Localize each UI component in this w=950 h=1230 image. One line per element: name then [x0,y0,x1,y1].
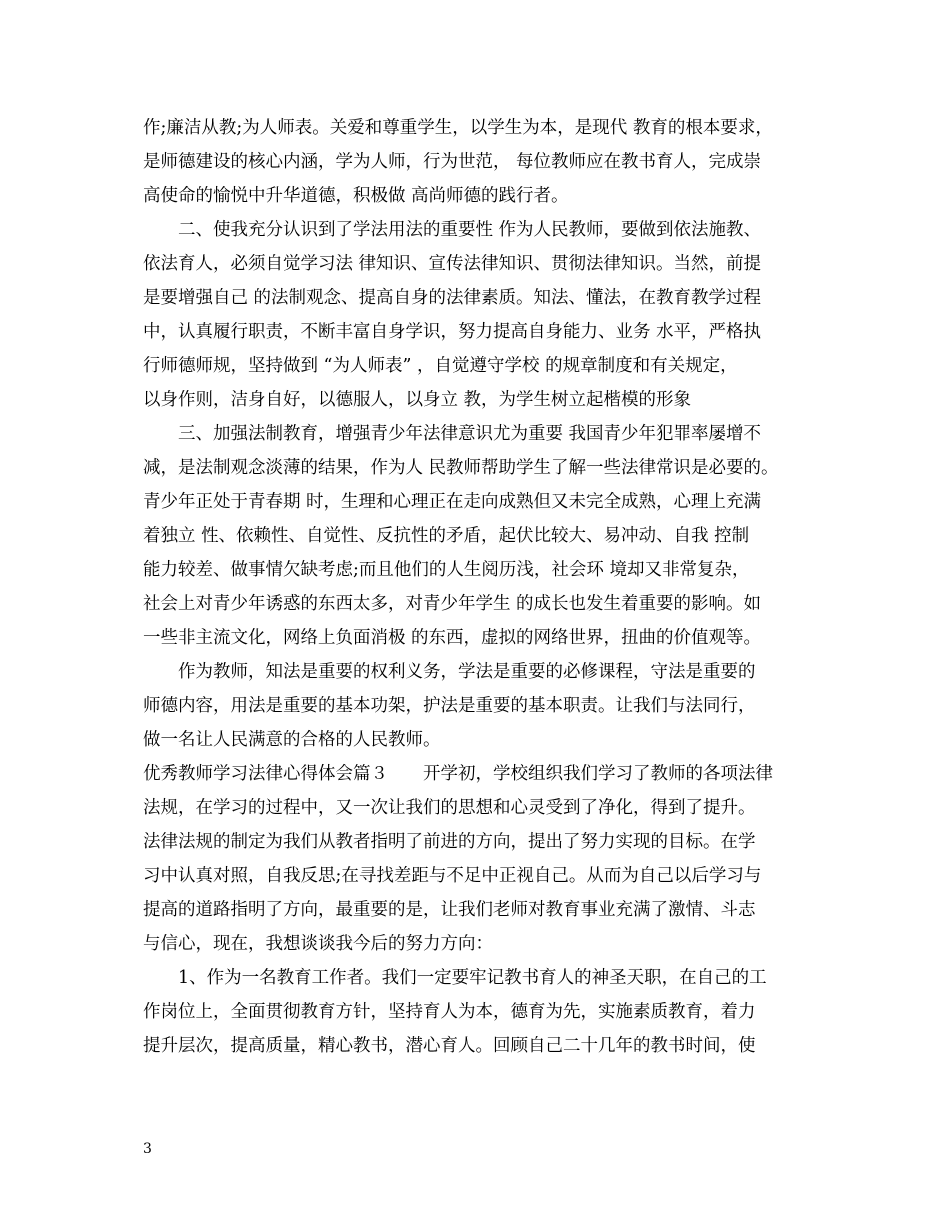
page-number: 3 [143,1141,152,1157]
text-line: 能力较差、做事情欠缺考虑;而且他们的人生阅历浅，社会环 境却又非常复杂， [143,560,750,580]
text-line: 中，认真履行职责，不断丰富自身学识，努力提高自身能力、业务 水平，严格执 [143,322,762,342]
text-line: 法律法规的制定为我们从教者指明了前进的方向，提出了努力实现的目标。在学 [143,832,756,852]
text-line: 着独立 性、依赖性、自觉性、反抗性的矛盾，起伏比较大、易冲动、自我 控制 [143,526,750,546]
text-line: 法规，在学习的过程中，又一次让我们的思想和心灵受到了净化，得到了提升。 [143,798,756,818]
text-line: 师德内容，用法是重要的基本功架，护法是重要的基本职责。让我们与法同行， [143,696,756,716]
text-line: 依法育人，必须自觉学习法 律知识、宣传法律知识、贯彻法律知识。当然，前提 [143,254,762,274]
text-line: 是要增强自己 的法制观念、提高自身的法律素质。知法、懂法，在教育教学过程 [143,288,762,308]
text-line: 减，是法制观念淡薄的结果，作为人 民教师帮助学生了解一些法律常识是必要的。 [143,458,779,478]
text-line: 与信心，现在，我想谈谈我今后的努力方向： [143,934,493,954]
section-heading-line: 优秀教师学习法律心得体会篇３ 开学初，学校组织我们学习了教师的各项法律 [143,764,773,784]
text-line: 一些非主流文化，网络上负面消极 的东西，虚拟的网络世界，扭曲的价值观等。 [143,628,762,648]
text-line: 社会上对青少年诱惑的东西太多，对青少年学生 的成长也发生着重要的影响。如 [143,594,762,614]
text-line: 青少年正处于青春期 时，生理和心理正在走向成熟但又未完全成熟，心理上充满 [143,492,762,512]
text-line: 做一名让人民满意的合格的人民教师。 [143,730,441,750]
text-line: 提高的道路指明了方向，最重要的是，让我们老师对教育事业充满了激情、斗志 [143,900,756,920]
text-line: 行师德师规，坚持做到 “为人师表” ，自觉遵守学校 的规章制度和有关规定， [143,356,738,376]
text-line: 习中认真对照，自我反思;在寻找差距与不足中正视自己。从而为自己以后学习与 [143,866,762,886]
text-line: 作;廉洁从教;为人师表。关爱和尊重学生，以学生为本，是现代 教育的根本要求， [143,118,773,138]
paragraph-start-line: 二、使我充分认识到了学法用法的重要性 作为人民教师，要做到依法施教、 [178,220,762,240]
paragraph-start-line: 作为教师，知法是重要的权利义务，学法是重要的必修课程，守法是重要的 [178,662,756,682]
text-line: 作岗位上，全面贯彻教育方针，坚持育人为本，德育为先，实施素质教育，着力 [143,1002,756,1022]
text-line: 以身作则，洁身自好，以德服人，以身立 教，为学生树立起楷模的形象 [143,390,692,410]
paragraph-start-line: 三、加强法制教育，增强青少年法律意识尤为重要 我国青少年犯罪率屡增不 [178,424,762,444]
text-line: 提升层次，提高质量，精心教书，潜心育人。回顾自己二十几年的教书时间，使 [143,1036,756,1056]
text-line: 是师德建设的核心内涵，学为人师，行为世范， 每位教师应在教书育人，完成崇 [143,152,762,172]
text-line: 高使命的愉悦中升华道德，积极做 高尚师德的践行者。 [143,186,569,206]
paragraph-start-line: 1、作为一名教育工作者。我们一定要牢记教书育人的神圣天职，在自己的工 [178,968,767,988]
